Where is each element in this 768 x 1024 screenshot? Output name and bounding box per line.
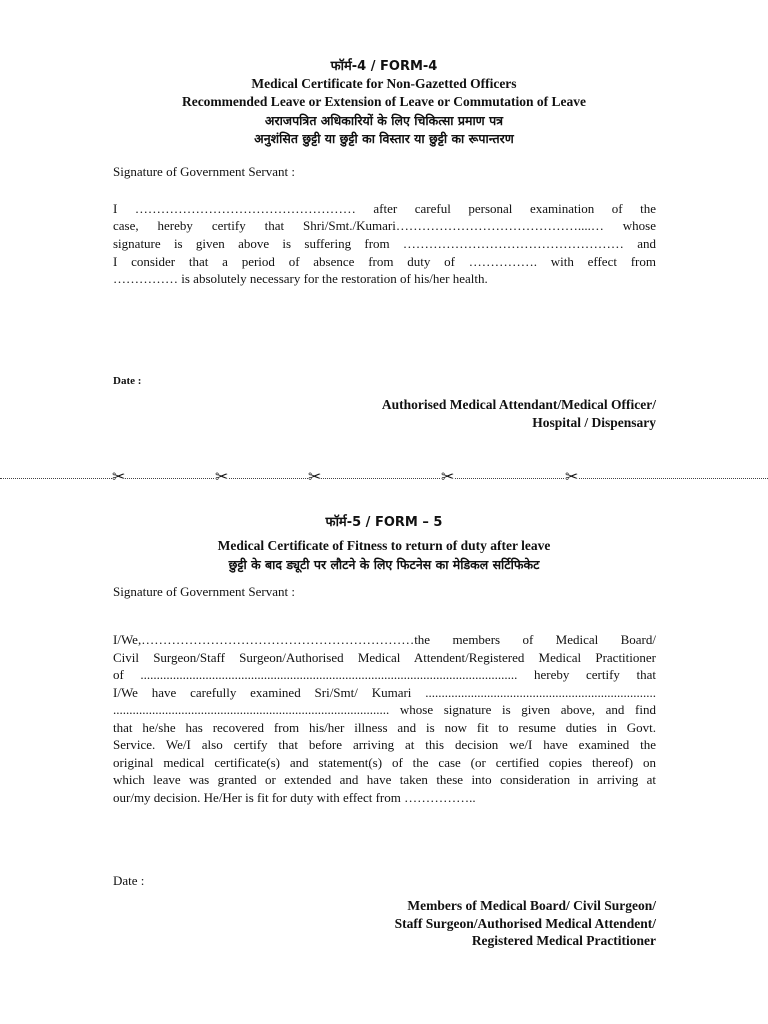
scissor-icon: ✂ — [565, 467, 579, 486]
form5-title-hi: छुट्टी के बाद ड्यूटी पर लौटने के लिए फिटनेस का मेडिकल सर्टिफिकेट — [228, 557, 540, 572]
scissor-icon: ✂ — [308, 467, 322, 486]
form5-body-line: I/We,………………………………………………………the members of Medical Board/ — [113, 632, 656, 647]
form5-date-label: Date : — [113, 873, 145, 888]
form5-signature-label: Signature of Government Servant : — [113, 584, 295, 599]
form4-title-hi-2: अनुशंसित छुट्टी या छुट्टी का विस्तार या छुट्टी का रूपान्तरण — [254, 131, 514, 146]
form5-title-en: Medical Certificate of Fitness to return of duty after leave — [217, 538, 551, 553]
form5-body-last-line: our/my decision. He/Her is fit for duty with effect from …………….. — [113, 790, 476, 805]
form4-signatory-2: Hospital / Dispensary — [532, 415, 656, 430]
form5-signatory-3: Registered Medical Practitioner — [471, 933, 656, 948]
form5-body-line: that he/she has recovered from his/her illness and is now fit to resume duties in Govt. — [113, 720, 656, 735]
form5-signatory-2: Staff Surgeon/Authorised Medical Attendent/ — [394, 916, 656, 931]
form5-body-line: Service. We/I also certify that before arriving at this decision we/I have examined the — [113, 737, 656, 752]
form4-title-hi-1: अराजपत्रित अधिकारियों के लिए चिकित्सा प्रमाण पत्र — [264, 113, 504, 128]
form4-heading: फॉर्म-4 / FORM-4 — [330, 59, 438, 74]
form5-heading: फॉर्म-5 / FORM – 5 — [325, 515, 443, 530]
form5-signatory-1: Members of Medical Board/ Civil Surgeon/ — [407, 898, 656, 913]
form5-body-line: which leave was granted or extended and have taken these into consideration in arriving at — [113, 772, 656, 787]
form5-body-line: original medical certificate(s) and statement(s) of the case (or certified copies thereof) on — [113, 755, 656, 770]
form4-body-line: case, hereby certify that Shri/Smt./Kumari……………………………………....… whose — [113, 218, 656, 233]
form4-title-en-2: Recommended Leave or Extension of Leave or Commutation of Leave — [181, 94, 587, 109]
form4-body-line: I consider that a period of absence from duty of ……………. with effect from — [113, 254, 656, 269]
form5-body-line: of .................................................................................................................... hereby certify that — [113, 667, 656, 682]
form4-body-line: I …………………………………………… after careful personal examination of the — [113, 201, 656, 216]
form4-date-label: Date : — [113, 375, 142, 387]
form4-signatory-1: Authorised Medical Attendant/Medical Officer/ — [381, 397, 656, 412]
form4-body-last-line: …………… is absolutely necessary for the restoration of his/her health. — [113, 271, 488, 286]
scissor-icon: ✂ — [112, 467, 126, 486]
scissor-icon: ✂ — [441, 467, 455, 486]
form5-body-line: ..................................................................................... whose signature is given above, and find — [113, 702, 656, 717]
form4-signature-label: Signature of Government Servant : — [113, 164, 295, 179]
form5-body-line: Civil Surgeon/Staff Surgeon/Authorised Medical Attendent/Registered Medical Practitioner — [113, 650, 656, 665]
scissor-icon: ✂ — [215, 467, 229, 486]
form5-body-line: I/We have carefully examined Sri/Smt/ Kumari ....................................................................... — [113, 685, 656, 700]
form4-body-line: signature is given above is suffering from …………………………………………… and — [113, 236, 656, 251]
form4-title-en-1: Medical Certificate for Non-Gazetted Officers — [251, 76, 517, 91]
